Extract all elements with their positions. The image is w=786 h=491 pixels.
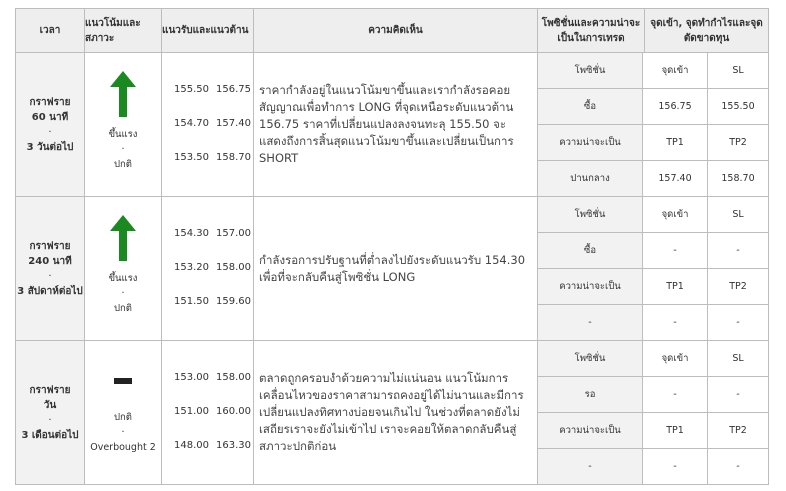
header-time: เวลา: [16, 9, 85, 53]
header-trend: แนวโน้มและสภาวะ: [85, 9, 162, 53]
trend-up-arrow-icon: [110, 71, 136, 117]
timeframe-period: 60 นาที: [31, 111, 69, 123]
trade-grid-row: [538, 53, 768, 89]
timeframe-period: วัน: [43, 399, 57, 411]
trade-grid: [538, 53, 768, 196]
support-value: 153.00: [174, 371, 209, 383]
forecast-table: [15, 8, 769, 485]
resistance-value: 159.60: [216, 295, 251, 307]
trade-grid-value: 156.75: [643, 89, 708, 125]
trend-state: ปกติ: [114, 303, 132, 314]
comment-cell: [254, 53, 538, 197]
trend-cell: [85, 53, 162, 197]
support-value: 153.20: [174, 261, 209, 273]
timeframe-label: กราฟราย: [29, 96, 71, 108]
timeframe-cell: [16, 53, 85, 197]
separator-dot: ·: [48, 126, 52, 138]
separator-dot: ·: [121, 144, 125, 155]
trade-grid-value: SL: [708, 197, 769, 233]
trade-grid-value: -: [736, 317, 740, 328]
sr-level-row: [174, 428, 253, 462]
sr-level-row: [174, 250, 253, 284]
trade-grid-label: ซื้อ: [538, 89, 643, 125]
trade-grid-value: -: [708, 377, 769, 413]
timeframe-label: กราฟราย: [29, 384, 71, 396]
trade-grid-value: -: [736, 461, 740, 472]
trade-grid-cell: [538, 341, 769, 485]
timeframe-period: 240 นาที: [28, 255, 72, 267]
trade-grid-cell: [538, 197, 769, 341]
trade-grid-label: ความน่าจะเป็น: [538, 269, 643, 305]
trade-grid-value: SL: [708, 53, 769, 89]
trade-grid-value: TP1: [643, 125, 708, 161]
resistance-value: 160.00: [216, 405, 251, 417]
trend-up-arrow-icon: [110, 215, 136, 261]
timeframe-cell: [16, 341, 85, 485]
comment-cell: [254, 341, 538, 485]
trade-grid-value: -: [643, 377, 708, 413]
trend-strength: ปกติ: [114, 412, 132, 423]
header-comment: ความคิดเห็น: [254, 9, 538, 53]
resistance-value: 158.00: [216, 371, 251, 383]
timeframe-label: กราฟราย: [29, 240, 71, 252]
resistance-value: 157.40: [216, 117, 251, 129]
trend-state: Overbought 2: [90, 442, 156, 453]
trade-grid-value: -: [708, 233, 769, 269]
trade-grid-value: -: [643, 449, 708, 485]
table-row: [16, 53, 769, 197]
trade-grid: [538, 341, 768, 484]
timeframe-horizon: 3 วันต่อไป: [26, 141, 74, 153]
trade-grid-value: SL: [708, 341, 769, 377]
comment-cell: [254, 197, 538, 341]
header-support-resistance: แนวรับและแนวต้าน: [162, 9, 254, 53]
trade-grid-value: จุดเข้า: [643, 197, 708, 233]
trend-state: ปกติ: [114, 159, 132, 170]
resistance-value: 163.30: [216, 439, 251, 451]
support-value: 153.50: [174, 151, 209, 163]
sr-level-row: [174, 394, 253, 428]
trade-grid-value: TP2: [708, 269, 769, 305]
header-levels: จุดเข้า, จุดทำกำไรและจุดตัดขาดทุน: [645, 9, 769, 53]
support-resistance-cell: [162, 341, 254, 485]
resistance-value: 156.75: [216, 83, 251, 95]
forecast-table-container: [15, 8, 768, 485]
trade-grid-label: ปานกลาง: [538, 161, 643, 197]
trade-grid-row: [538, 197, 768, 233]
trade-grid-label: รอ: [538, 377, 643, 413]
support-resistance-cell: [162, 197, 254, 341]
comment-text: กำลังรอการปรับฐานที่ต่ำลงไปยังระดับแนวรับ 154.30 เพื่อที่จะกลับคืนสู่โพซิชั่น LONG: [259, 252, 526, 284]
trade-grid-label: โพซิชั่น: [538, 53, 643, 89]
trade-grid-value: 157.40: [643, 161, 708, 197]
sr-level-row: [174, 140, 253, 174]
trade-grid-row: [538, 161, 768, 197]
trade-grid-label: โพซิชั่น: [538, 197, 643, 233]
trade-grid-row: [538, 413, 768, 449]
support-value: 154.70: [174, 117, 209, 129]
trade-grid-value: จุดเข้า: [643, 341, 708, 377]
table-row: [16, 197, 769, 341]
sr-level-row: [174, 360, 253, 394]
trade-grid-value: TP1: [643, 269, 708, 305]
trade-grid-value: -: [643, 233, 708, 269]
timeframe-horizon: 3 เดือนต่อไป: [21, 429, 79, 441]
resistance-value: 158.00: [216, 261, 251, 273]
trade-grid-row: [538, 89, 768, 125]
trade-grid-row: [538, 305, 768, 341]
trade-grid-row: [538, 125, 768, 161]
separator-dot: ·: [121, 288, 125, 299]
trade-grid-value: TP1: [643, 413, 708, 449]
resistance-value: 158.70: [216, 151, 251, 163]
trade-grid-value: จุดเข้า: [643, 53, 708, 89]
support-resistance-cell: [162, 53, 254, 197]
timeframe-cell: [16, 197, 85, 341]
trade-grid-row: [538, 341, 768, 377]
separator-dot: ·: [48, 414, 52, 426]
sr-level-row: [174, 72, 253, 106]
timeframe-horizon: 3 สัปดาห์ต่อไป: [17, 285, 83, 297]
trade-grid-row: [538, 269, 768, 305]
support-value: 154.30: [174, 227, 209, 239]
sr-level-row: [174, 106, 253, 140]
trade-grid-value: 158.70: [721, 173, 755, 184]
trend-cell: [85, 197, 162, 341]
trend-flat-icon: [114, 378, 132, 384]
header-position: โพซิชั่นและความน่าจะเป็นในการเทรด: [538, 9, 645, 53]
trend-strength: ขึ้นแรง: [108, 273, 138, 284]
trade-grid-row: [538, 449, 768, 485]
trade-grid-value: -: [643, 305, 708, 341]
resistance-value: 157.00: [216, 227, 251, 239]
support-value: 151.00: [174, 405, 209, 417]
trade-grid-cell: [538, 53, 769, 197]
support-value: 155.50: [174, 83, 209, 95]
trade-grid: [538, 197, 768, 340]
trade-grid-row: [538, 233, 768, 269]
comment-text: ราคากำลังอยู่ในแนวโน้มขาขึ้นและเรากำลังรอคอยสัญญาณเพื่อทำการ LONG ที่จุดเหนือระดับแนวต้าน 156.75 ราคาที่เปลี่ยนแปลงลงจนทะลุ 155.50 จะแสดงถึงการสิ้นสุดแนวโน้มขาขึ้นและเปลี่ยนเป็นการ SHORT: [259, 83, 514, 165]
trade-grid-row: [538, 377, 768, 413]
separator-dot: ·: [121, 427, 125, 438]
sr-level-row: [174, 216, 253, 250]
trade-grid-value: 155.50: [708, 89, 769, 125]
trend-strength: ขึ้นแรง: [108, 129, 138, 140]
trade-grid-label: ความน่าจะเป็น: [538, 125, 643, 161]
table-row: [16, 341, 769, 485]
sr-level-row: [174, 284, 253, 318]
table-header-row: [16, 9, 769, 53]
comment-text: ตลาดถูกครอบงำด้วยความไม่แน่นอน แนวโน้มการเคลื่อนไหวของราคาสามารถคงอยู่ได้ไม่นานและมีการเปลี่ยนแปลงทิศทางบ่อยจนเกินไป ในช่วงที่ตลาดยังไม่เสถียรเราจะยังไม่เข้าไป เราจะคอยให้ตลาดกลับคืนสู่สภาวะปกติก่อน: [259, 371, 524, 453]
trade-grid-label: โพซิชั่น: [538, 341, 643, 377]
support-value: 148.00: [174, 439, 209, 451]
support-value: 151.50: [174, 295, 209, 307]
trend-cell: [85, 341, 162, 485]
trade-grid-label: ซื้อ: [538, 233, 643, 269]
separator-dot: ·: [48, 270, 52, 282]
trade-grid-value: TP2: [708, 413, 769, 449]
trade-grid-label: -: [538, 305, 643, 341]
trade-grid-label: -: [538, 449, 643, 485]
trade-grid-label: ความน่าจะเป็น: [538, 413, 643, 449]
trade-grid-value: TP2: [708, 125, 769, 161]
